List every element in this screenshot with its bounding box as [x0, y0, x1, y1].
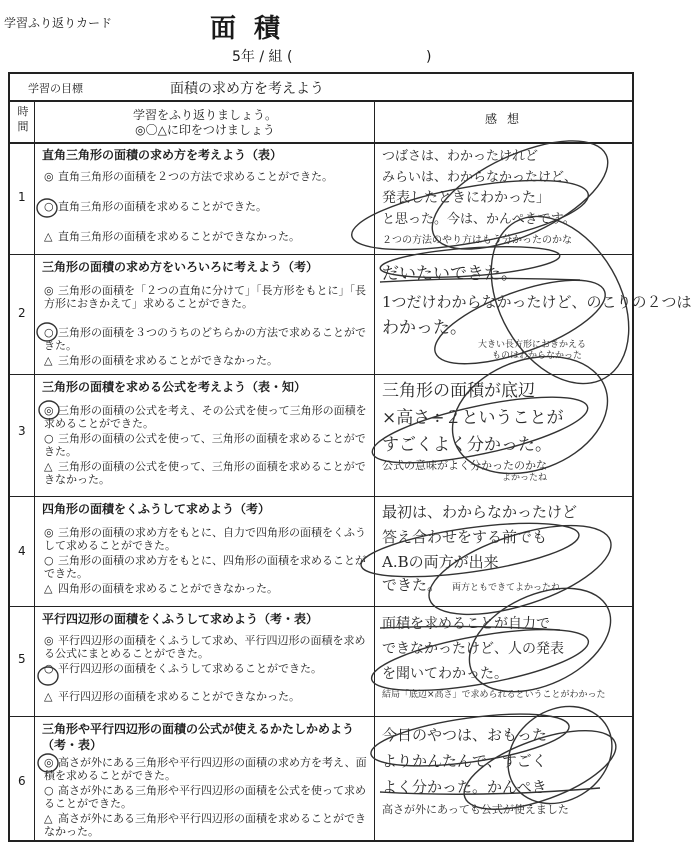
student-impression: だいたいできた。 1つだけわからなかったけど、のこりの２つは わかった。 大きい長方形におきかえる ものはわからなかった: [382, 264, 692, 361]
lesson-row-6: [10, 716, 632, 840]
criterion-good: ○ 三角形の面積の公式を使って、三角形の面積を求めることができた。: [44, 432, 366, 458]
lesson-number: 4: [18, 544, 26, 558]
impressions-column-header: 感想: [484, 112, 529, 126]
criterion-good: ○ 三角形の面積の求め方をもとに、四角形の面積を求めることができた。: [44, 554, 366, 580]
lesson-row-1: [10, 142, 632, 255]
criterion-excellent: ◎ 直角三角形の面積を２つの方法で求めることができた。: [44, 170, 333, 183]
review-column-header: [40, 108, 370, 138]
lesson-number: 5: [18, 652, 26, 666]
criterion-poor: △ 三角形の面積を求めることができなかった。: [44, 354, 278, 367]
criterion-good: ○ 平行四辺形の面積をくふうして求めることができた。: [44, 662, 322, 675]
lesson-title: 平行四辺形の面積をくふうして求めよう（考・表）: [42, 612, 319, 626]
student-impression: 最初は、わからなかったけど 答え合わせをする前でも A.Bの両方が出来 できた。 両方ともできてよかったね: [382, 503, 578, 594]
review-header-line2: ◎〇△に印をつけましょう: [135, 123, 275, 137]
criterion-good: ○ 三角形の面積を３つのうちのどちらかの方法で求めることができた。: [44, 326, 366, 352]
criterion-poor: △ 高さが外にある三角形や平行四辺形の面積を求めることができなかった。: [44, 812, 366, 838]
lesson-title: 三角形の面積を求める公式を考えよう（表・知）: [42, 380, 307, 394]
lesson-number: 1: [18, 190, 26, 204]
student-impression: 今日のやつは、おもった よりかんたんで、すごく よく分かった。かんぺき 高さが外にあっても公式が使えました: [382, 726, 569, 816]
student-impression: つばさは、わかったけれど みらいは、わからなかったけど、 発表したときにわかった」 と思った。今は、かんぺきです。 ２つの方法のやり方はもう分かったのかな: [382, 149, 578, 246]
lesson-row-4: [10, 496, 632, 607]
card-label: 学習ふり返りカード: [4, 16, 113, 30]
criterion-good: ○ 高さが外にある三角形や平行四辺形の面積を公式を使って求めることができた。: [44, 784, 366, 810]
criterion-excellent: ◎ 三角形の面積の公式を考え、その公式を使って三角形の面積を求めることができた。: [44, 404, 367, 430]
lesson-title: 三角形の面積の求め方をいろいろに考えよう（考）: [42, 260, 319, 274]
criterion-excellent: ◎ 三角形の面積を「２つの直角に分けて」「長方形をもとに」「長方形におきかえて」求めることができた。: [44, 284, 366, 310]
criterion-excellent: ◎ 平行四辺形の面積をくふうして求め、平行四辺形の面積を求める公式にまとめることができた。: [44, 634, 366, 660]
lesson-number: 3: [18, 424, 26, 438]
lesson-title: 直角三角形の面積の求め方を考えよう（表）: [42, 148, 283, 162]
criterion-poor: △ 四角形の面積を求めることができなかった。: [44, 582, 278, 595]
criterion-excellent: ◎ 三角形の面積の求め方をもとに、自力で四角形の面積をくふうして求めることができた。: [44, 526, 366, 552]
goal-row: [10, 74, 632, 102]
review-header-line1: 学習をふり返りましょう。: [132, 108, 277, 122]
review-card-table: [8, 72, 692, 842]
criterion-poor: △ 直角三角形の面積を求めることができなかった。: [44, 230, 300, 243]
lesson-number: 2: [18, 306, 26, 320]
class-line: 5年 / 組 ( ): [232, 49, 432, 65]
time-column-header: 時間: [17, 105, 29, 133]
student-impression: 面積を求めることが自力で できなかったけど、人の発表 を聞いてわかった。 結局「底辺×高さ」で求められるということがわかった: [382, 616, 606, 700]
criterion-poor: △ 平行四辺形の面積を求めることができなかった。: [44, 690, 300, 703]
criterion-excellent: ◎ 高さが外にある三角形や平行四辺形の面積の求め方を考え、面積を求めることができた。: [44, 756, 367, 782]
goal-text: 面積の求め方を考えよう: [170, 81, 324, 97]
criterion-good: ○ 直角三角形の面積を求めることができた。: [44, 200, 267, 213]
page-title: 面積: [210, 14, 299, 44]
lesson-row-5: [10, 606, 632, 717]
criterion-poor: △ 三角形の面積の公式を使って、三角形の面積を求めることができなかった。: [44, 460, 366, 486]
lesson-title: 四角形の面積をくふうして求めよう（考）: [42, 502, 271, 516]
lesson-row-2: [10, 254, 692, 375]
goal-label: 学習の目標: [28, 82, 83, 95]
lesson-number: 6: [18, 774, 26, 788]
student-impression: 三角形の面積が底辺 ×高さ÷２ということが すごくよく分かった。 公式の意味がよく分かったのかな よかったね: [382, 381, 564, 483]
lesson-title: 三角形や平行四辺形の面積の公式が使えるかたしかめよう（考・表）: [42, 722, 355, 752]
lesson-row-3: [10, 374, 632, 497]
